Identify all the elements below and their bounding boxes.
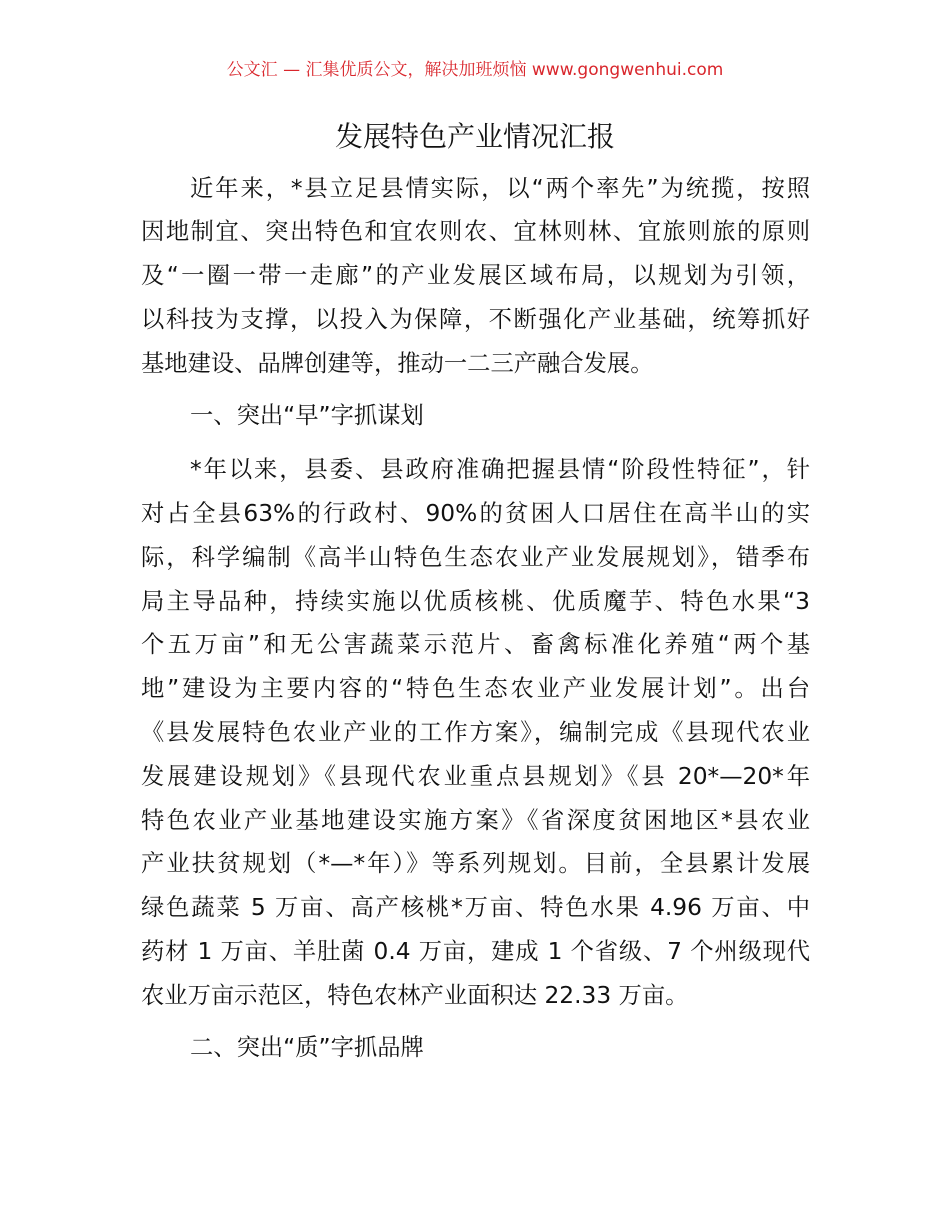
- section-heading-2: 二、突出“质”字抓品牌: [190, 1034, 424, 1061]
- paragraph-line: 际，科学编制《高半山特色生态农业产业发展规划》，错季布: [141, 544, 810, 571]
- paragraph-line: 基地建设、品牌创建等，推动一二三产融合发展。: [141, 350, 654, 377]
- paragraph-line: *年以来，县委、县政府准确把握县情“阶段性特征”，针: [190, 456, 810, 483]
- paragraph-line: 发展建设规划》《县现代农业重点县规划》《县 20*—20*年: [141, 763, 810, 790]
- document-title: 发展特色产业情况汇报: [334, 120, 615, 153]
- paragraph-line: 产业扶贫规划（*—*年）》等系列规划。目前，全县累计发展: [141, 850, 810, 877]
- paragraph-line: 个五万亩”和无公害蔬菜示范片、畜禽标准化养殖“两个基: [141, 631, 810, 658]
- paragraph-line: 地”建设为主要内容的“特色生态农业产业发展计划”。出台: [141, 675, 810, 702]
- paragraph-line: 因地制宜、突出特色和宜农则农、宜林则林、宜旅则旅的原则: [141, 218, 810, 245]
- paragraph-line: 对占全县63%的行政村、90%的贫困人口居住在高半山的实: [141, 500, 810, 527]
- paragraph-line: 局主导品种，持续实施以优质核桃、优质魔芋、特色水果“3: [141, 588, 810, 615]
- paragraph-line: 以科技为支撑，以投入为保障，不断强化产业基础，统筹抓好: [141, 306, 810, 333]
- paragraph-line: 《县发展特色农业产业的工作方案》，编制完成《县现代农业: [141, 719, 810, 746]
- site-banner: 公文汇 — 汇集优质公文，解决加班烦恼 www.gongwenhui.com: [226, 60, 724, 80]
- paragraph-line: 药材 1 万亩、羊肚菌 0.4 万亩，建成 1 个省级、7 个州级现代: [141, 938, 810, 965]
- paragraph-line: 近年来，*县立足县情实际，以“两个率先”为统揽，按照: [190, 175, 810, 202]
- paragraph-line: 及“一圈一带一走廊”的产业发展区域布局，以规划为引领，: [141, 262, 810, 289]
- paragraph-line: 特色农业产业基地建设实施方案》《省深度贫困地区*县农业: [141, 807, 810, 834]
- paragraph-line: 农业万亩示范区，特色农林产业面积达 22.33 万亩。: [141, 982, 689, 1009]
- section-heading-1: 一、突出“早”字抓谋划: [190, 402, 424, 429]
- paragraph-line: 绿色蔬菜 5 万亩、高产核桃*万亩、特色水果 4.96 万亩、中: [141, 894, 810, 921]
